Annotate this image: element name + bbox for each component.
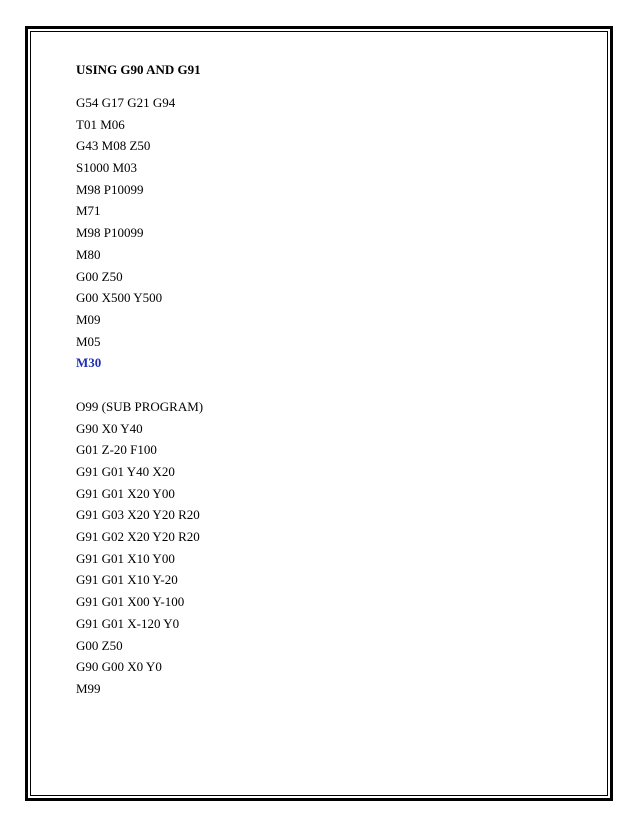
code-line: G91 G03 X20 Y20 R20 xyxy=(76,507,200,523)
code-line: G90 G00 X0 Y0 xyxy=(76,659,162,675)
code-line: G00 Z50 xyxy=(76,637,123,653)
document-body xyxy=(76,62,576,703)
code-line: G91 G02 X20 Y20 R20 xyxy=(76,529,200,545)
code-line: G01 Z-20 F100 xyxy=(76,442,157,458)
code-line: G91 G01 X00 Y-100 xyxy=(76,594,185,610)
main-program xyxy=(76,95,576,377)
code-line: G91 G01 X20 Y00 xyxy=(76,485,175,501)
section-spacer xyxy=(76,377,576,399)
document-title: USING G90 AND G91 xyxy=(76,62,201,77)
code-line: S1000 M03 xyxy=(76,160,138,176)
sub-program-header: O99 (SUB PROGRAM) xyxy=(76,398,204,414)
code-line: G91 G01 X10 Y-20 xyxy=(76,572,178,588)
code-line: M71 xyxy=(76,203,101,219)
code-line: G00 X500 Y500 xyxy=(76,290,163,306)
code-line: M98 P10099 xyxy=(76,225,144,241)
code-line: G91 G01 X-120 Y0 xyxy=(76,615,180,631)
code-line: M05 xyxy=(76,333,101,349)
code-line: G90 X0 Y40 xyxy=(76,420,143,436)
code-line: G54 G17 G21 G94 xyxy=(76,95,176,110)
code-line: T01 M06 xyxy=(76,116,125,132)
code-line: M09 xyxy=(76,311,101,327)
sub-program xyxy=(76,399,576,703)
code-line: G91 G01 Y40 X20 xyxy=(76,464,175,479)
code-line: G00 Z50 xyxy=(76,268,123,284)
code-line: G91 G01 X10 Y00 xyxy=(76,550,175,566)
code-line: M80 xyxy=(76,246,101,262)
program-end-line: M30 xyxy=(76,355,102,371)
code-line: M99 xyxy=(76,680,101,696)
code-line: M98 P10099 xyxy=(76,181,144,197)
code-line: G43 M08 Z50 xyxy=(76,138,151,154)
